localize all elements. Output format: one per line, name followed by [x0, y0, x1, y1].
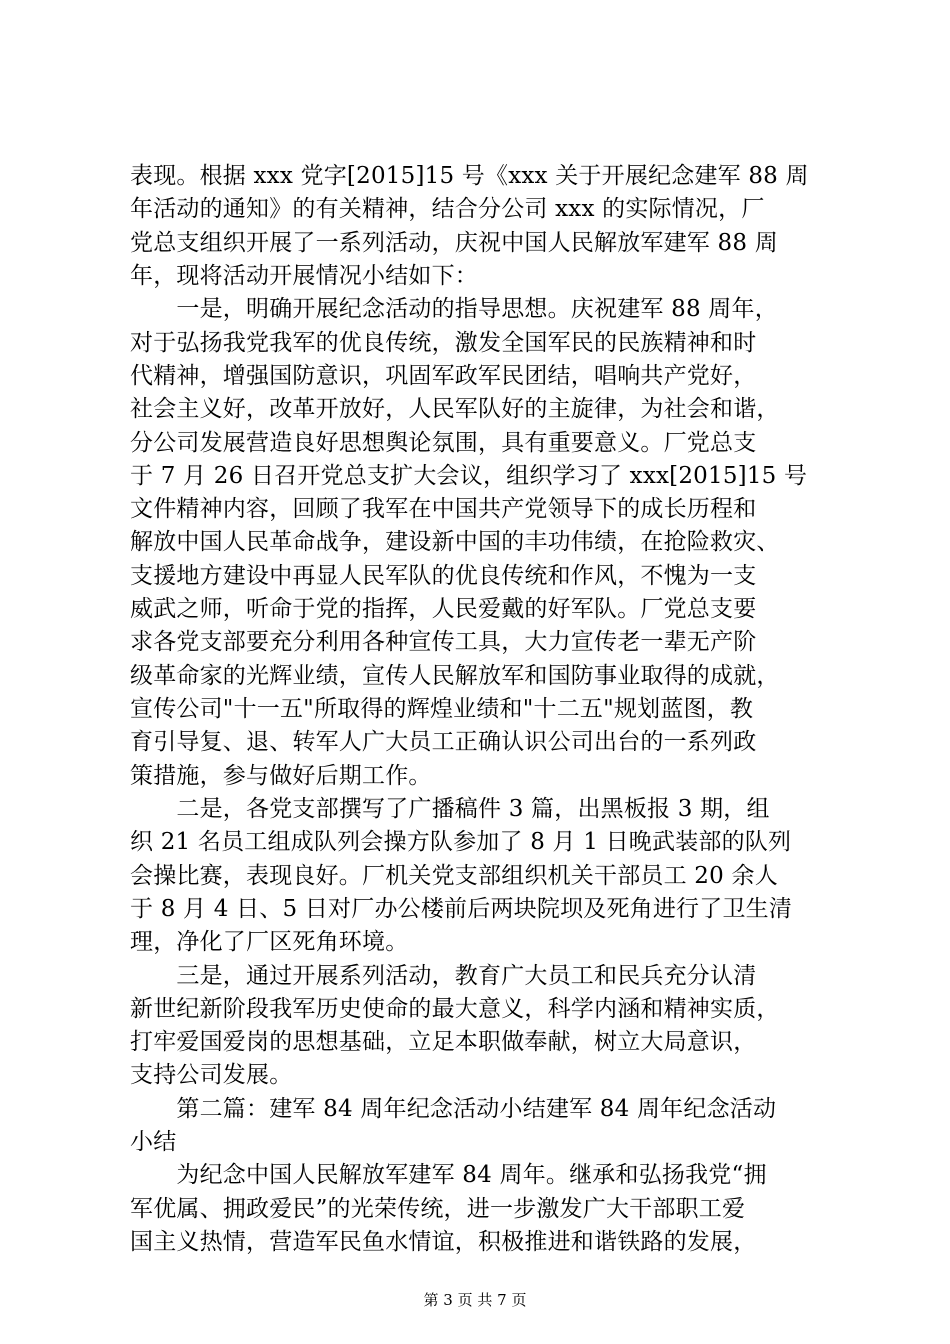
text-line: 于 8 月 4 日、5 日对厂办公楼前后两块院坝及死角进行了卫生清 — [130, 895, 793, 922]
text-line: 解放中国人民革命战争，建设新中国的丰功伟绩，在抢险救灾、 — [130, 529, 780, 556]
text-line: 威武之师，听命于党的指挥，人民爱戴的好军队。厂党总支要 — [130, 596, 757, 623]
text-line: 表现。根据 xxx 党字[2015]15 号《xxx 关于开展纪念建军 88 周 — [130, 163, 809, 189]
text-line: 一是，明确开展纪念活动的指导思想。庆祝建军 88 周年， — [130, 296, 778, 323]
text-line: 于 7 月 26 日召开党总支扩大会议，组织学习了 xxx[2015]15 号 — [130, 462, 808, 489]
text-line: 新世纪新阶段我军历史使命的最大意义，科学内涵和精神实质， — [130, 995, 780, 1022]
page-footer: 第 3 页 共 7 页 — [423, 1291, 527, 1309]
text-line: 对于弘扬我党我军的优良传统，激发全国军民的民族精神和时 — [130, 329, 757, 356]
text-line: 党总支组织开展了一系列活动，庆祝中国人民解放军建军 88 周 — [130, 229, 778, 256]
text-line: 育引导复、退、转军人广大员工正确认识公司出台的一系列政 — [130, 729, 757, 756]
text-line: 打牢爱国爱岗的思想基础，立足本职做奉献，树立大局意识， — [130, 1029, 757, 1056]
text-line: 求各党支部要充分利用各种宣传工具，大力宣传老一辈无产阶 — [130, 629, 757, 656]
text-line: 社会主义好，改革开放好，人民军队好的主旋律，为社会和谐， — [130, 396, 780, 423]
text-line: 支援地方建设中再显人民军队的优良传统和作风，不愧为一支 — [130, 562, 757, 589]
text-line: 年，现将活动开展情况小结如下： — [130, 262, 478, 289]
text-line: 级革命家的光辉业绩，宣传人民解放军和国防事业取得的成就， — [130, 662, 780, 689]
text-line: 织 21 名员工组成队列会操方队参加了 8 月 1 日晚武装部的队列 — [130, 829, 792, 856]
text-line: 年活动的通知》的有关精神，结合分公司 xxx 的实际情况，厂 — [130, 196, 765, 223]
text-line: 宣传公司"十一五"所取得的辉煌业绩和"十二五"规划蓝图，教 — [130, 696, 754, 722]
text-line: 分公司发展营造良好思想舆论氛围，具有重要意义。厂党总支 — [130, 429, 757, 456]
text-line: 支持公司发展。 — [130, 1062, 293, 1089]
text-line: 军优属、拥政爱民”的光荣传统，进一步激发广大干部职工爱 — [130, 1195, 746, 1222]
section-heading: 小结 — [130, 1129, 177, 1156]
text-line: 代精神，增强国防意识，巩固军政军民团结，唱响共产党好， — [130, 362, 757, 389]
text-line: 二是，各党支部撰写了广播稿件 3 篇，出黑板报 3 期，组 — [130, 795, 770, 822]
text-line: 会操比赛，表现良好。厂机关党支部组织机关干部员工 20 余人 — [130, 862, 778, 889]
text-line: 三是，通过开展系列活动，教育广大员工和民兵充分认清 — [130, 962, 757, 989]
text-line: 文件精神内容，回顾了我军在中国共产党领导下的成长历程和 — [130, 496, 757, 523]
section-heading: 第二篇：建军 84 周年纪念活动小结建军 84 周年纪念活动 — [130, 1095, 777, 1122]
text-line: 为纪念中国人民解放军建军 84 周年。继承和弘扬我党“拥 — [130, 1162, 767, 1189]
text-line: 理，净化了厂区死角环境。 — [130, 929, 409, 956]
text-line: 策措施，参与做好后期工作。 — [130, 762, 432, 789]
text-line: 国主义热情，营造军民鱼水情谊，积极推进和谐铁路的发展， — [130, 1229, 757, 1255]
